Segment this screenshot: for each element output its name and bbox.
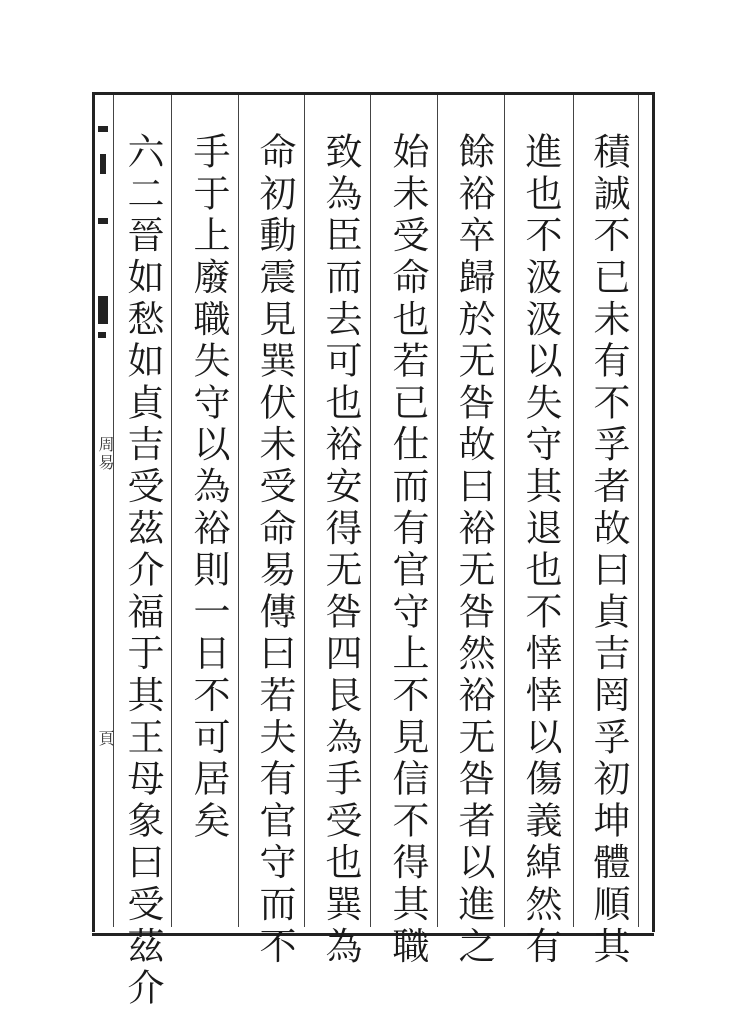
text-column-3: 餘裕卒歸於无咎故曰裕无咎然裕无咎者以進之 <box>452 132 495 968</box>
frame-left-rule <box>92 92 95 932</box>
frame-right-rule <box>652 92 655 932</box>
column-divider <box>370 95 371 927</box>
column-divider <box>171 95 172 927</box>
text-column-6: 命初動震見巽伏未受命易傳曰若夫有官守而不 <box>253 132 296 968</box>
text-column-1: 積誠不已未有不孚者故曰貞吉罔孚初坤體順其 <box>587 132 630 968</box>
frame-inner-rule <box>638 95 639 927</box>
text-column-7: 手于上廢職失守以為裕則一日不可居矣 <box>187 132 230 843</box>
column-divider <box>437 95 438 927</box>
text-column-2: 進也不汲汲以失守其退也不悻悻以傷義綽然有 <box>519 132 562 968</box>
text-column-5: 致為臣而去可也裕安得无咎四艮為手受也巽為 <box>319 132 362 968</box>
text-column-8: 六二晉如愁如貞吉受茲介福于其王母象曰受茲介 <box>121 132 164 1010</box>
column-divider <box>304 95 305 927</box>
margin-book-title: 周易 <box>96 436 115 472</box>
column-divider <box>573 95 574 927</box>
column-divider <box>238 95 239 927</box>
column-divider <box>504 95 505 927</box>
margin-fishtail-mark <box>96 100 110 420</box>
margin-page-mark: 頁 <box>96 730 115 746</box>
page-frame <box>92 92 654 936</box>
column-divider <box>113 95 114 927</box>
text-column-4: 始未受命也若已仕而有官守上不見信不得其職 <box>386 132 429 968</box>
